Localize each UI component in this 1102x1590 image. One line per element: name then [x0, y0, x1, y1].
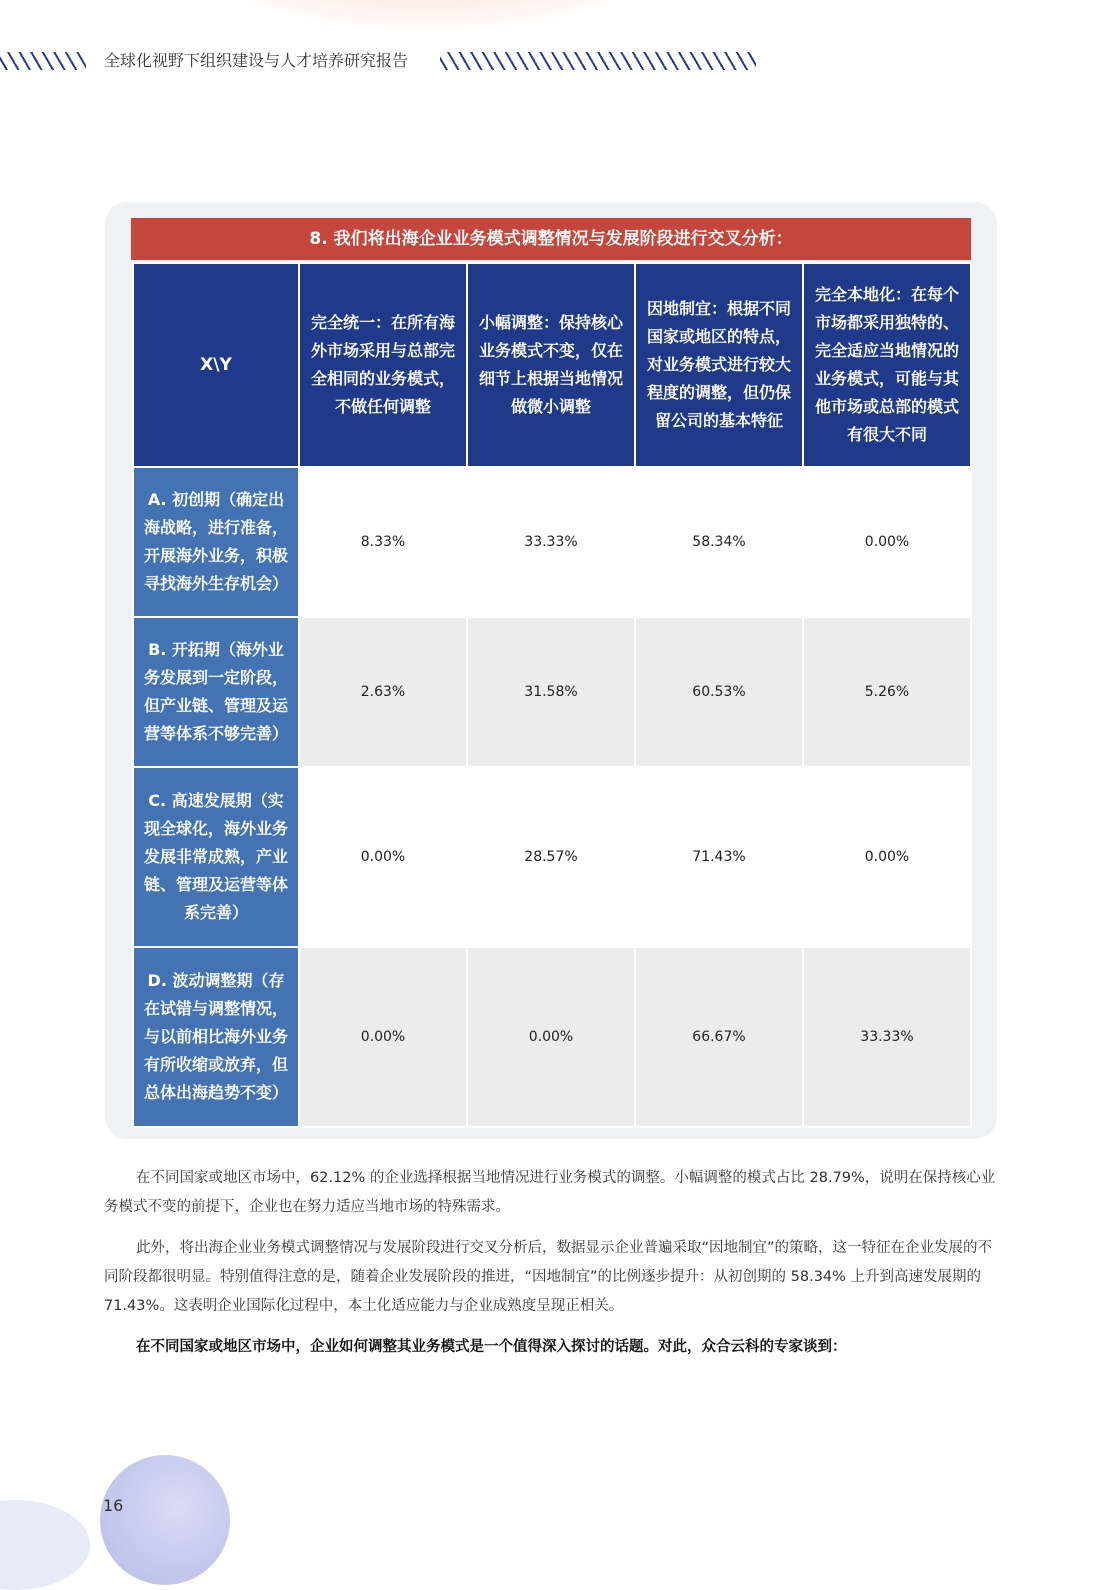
table-cell: 0.00% [299, 767, 467, 947]
table-cell: 0.00% [803, 767, 971, 947]
row-header: D. 波动调整期（存在试错与调整情况，与以前相比海外业务有所收缩或放弃，但总体出海趋势不变） [133, 947, 299, 1127]
corner-header: X\Y [133, 263, 299, 467]
table-cell: 28.57% [467, 767, 635, 947]
row-header: B. 开拓期（海外业务发展到一定阶段，但产业链、管理及运营等体系不够完善） [133, 617, 299, 767]
table-cell: 0.00% [803, 467, 971, 617]
page-header [0, 50, 1102, 74]
table-cell: 71.43% [635, 767, 803, 947]
column-header: 因地制宜：根据不同国家或地区的特点，对业务模式进行较大程度的调整，但仍保留公司的基本特征 [635, 263, 803, 467]
table-cell: 8.33% [299, 467, 467, 617]
table-cell: 31.58% [467, 617, 635, 767]
decorative-blob-bottom-light [0, 1500, 90, 1590]
table-cell: 58.34% [635, 467, 803, 617]
table-cell: 33.33% [467, 467, 635, 617]
body-paragraph-bold: 在不同国家或地区市场中，企业如何调整其业务模式是一个值得深入探讨的话题。对此，众合云科的专家谈到： [136, 1339, 847, 1355]
body-paragraph: 在不同国家或地区市场中，62.12% 的企业选择根据当地情况进行业务模式的调整。小幅调整的模式占比 28.79%，说明在保持核心业务模式不变的前提下，企业也在努力适应当地市场的特殊需求。 [104, 1170, 996, 1215]
table-header-row [133, 263, 971, 467]
row-header: C. 高速发展期（实现全球化，海外业务发展非常成熟，产业链、管理及运营等体系完善） [133, 767, 299, 947]
table-cell: 5.26% [803, 617, 971, 767]
report-title: 全球化视野下组织建设与人才培养研究报告 [104, 51, 409, 70]
column-header: 小幅调整：保持核心业务模式不变，仅在细节上根据当地情况做微小调整 [467, 263, 635, 467]
table-cell: 0.00% [467, 947, 635, 1127]
table-row [133, 617, 971, 767]
cross-analysis-table [132, 262, 972, 1128]
header-slash-decoration-left [0, 52, 86, 70]
table-row [133, 947, 971, 1127]
table-cell: 60.53% [635, 617, 803, 767]
column-header: 完全本地化：在每个市场都采用独特的、完全适应当地情况的业务模式，可能与其他市场或总部的模式有很大不同 [803, 263, 971, 467]
table-cell: 66.67% [635, 947, 803, 1127]
page-number: 16 [103, 1496, 124, 1515]
column-header: 完全统一：在所有海外市场采用与总部完全相同的业务模式，不做任何调整 [299, 263, 467, 467]
body-paragraph: 此外，将出海企业业务模式调整情况与发展阶段进行交叉分析后，数据显示企业普遍采取“因地制宜”的策略，这一特征在企业发展的不同阶段都很明显。特别值得注意的是，随着企业发展阶段的推进，“因地制宜”的比例逐步提升：从初创期的 58.34% 上升到高速发展期的 71.43%。这表明企业国际化过程中，本土化适应能力与企业成熟度呈现正相关。 [104, 1240, 993, 1314]
table-row [133, 467, 971, 617]
table-row [133, 767, 971, 947]
table-cell: 0.00% [299, 947, 467, 1127]
decorative-blob-bottom [100, 1455, 230, 1585]
decorative-blob-top [150, 0, 710, 30]
table-cell: 2.63% [299, 617, 467, 767]
header-slash-decoration-right [440, 52, 756, 70]
table-cell: 33.33% [803, 947, 971, 1127]
table-title: 8. 我们将出海企业业务模式调整情况与发展阶段进行交叉分析： [131, 218, 971, 260]
row-header: A. 初创期（确定出海战略，进行准备，开展海外业务，积极寻找海外生存机会） [133, 467, 299, 617]
